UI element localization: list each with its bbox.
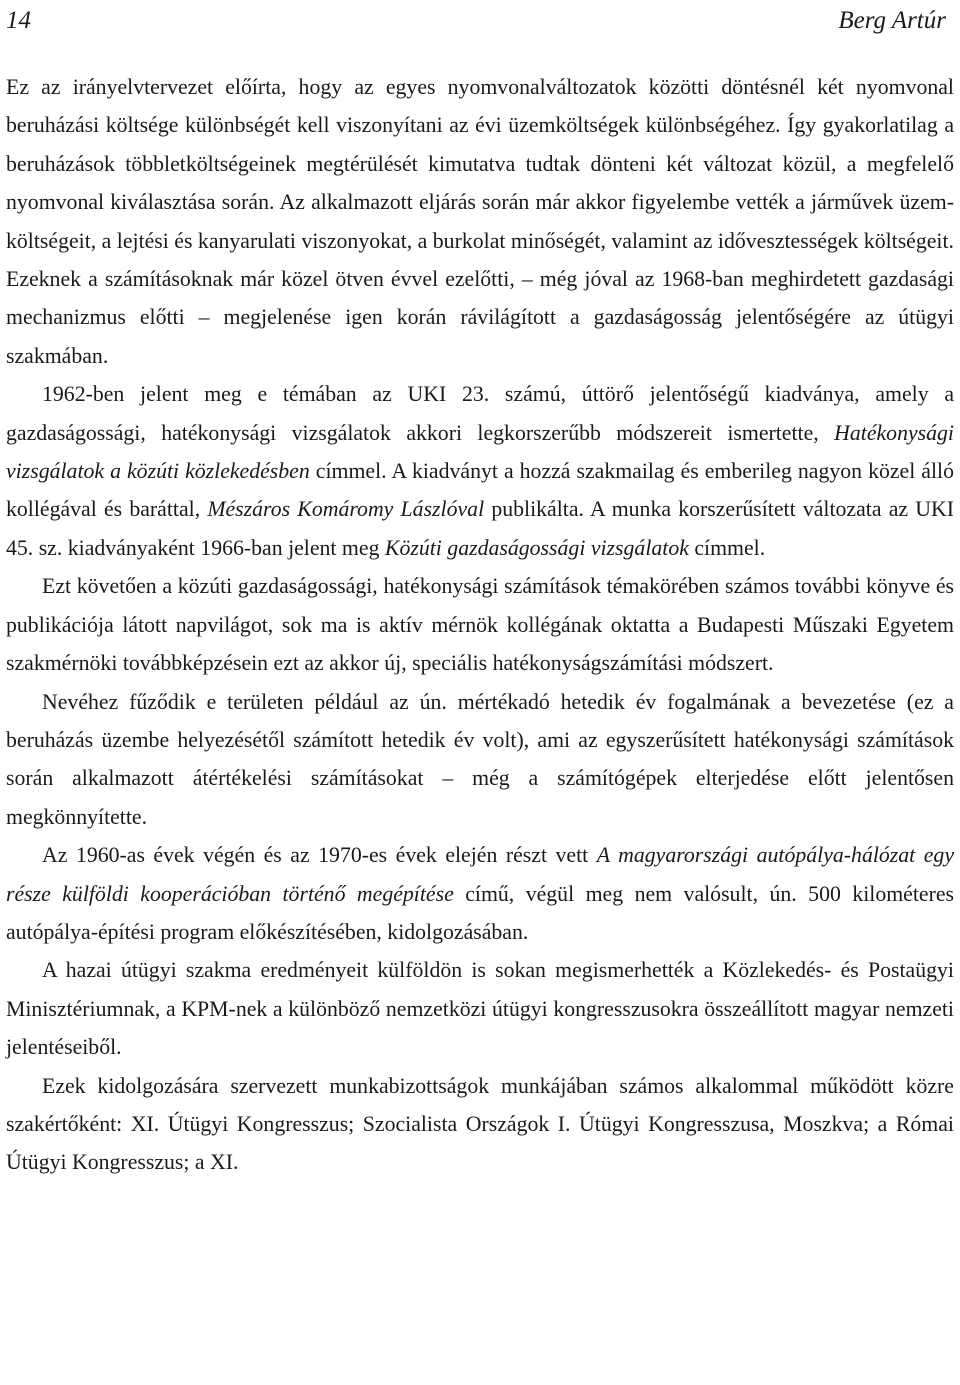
italic-title: A magyarországi autópálya-hálózat egy része külföldi kooperációban történő megépítése <box>6 843 954 906</box>
text-run: Ezt követően a közúti gazdaságossági, hatékonysági számítások témakörében számos további könyve és publikációja látott napvilágot, sok ma is aktív mérnök kollégának oktatta a Budapesti Műszaki Egyetem szakmérnöki továbbképzésein ezt az akkor új, speciális hatékonyságszámítási módszert. <box>6 574 954 676</box>
italic-title: Közúti gazdaságossági vizsgálatok <box>384 535 689 560</box>
text-run: Ez az irányelvtervezet előírta, hogy az egyes nyomvonalváltozatok közötti döntésnél két nyomvonal beruházási költsége különbségét kell viszonyítani az évi üzemköltségek különbségéhez. Így gyakorlatilag a beruházások többletköltségeinek megtérülését kimutatva tudtak dönteni két változat közül, a megfelelő nyomvonal kiválasztása során. Az alkalmazott eljárás során már akkor figyelembe vették a járművek üzemköltségeit, a lejtési és kanyarulati viszonyokat, a burkolat minőségét, valamint az idővesztességek költségeit. Ezeknek a számításoknak már közel ötven évvel ezelőtti, – még jóval az 1968-ban meghirdetett gazdasági mechanizmus előtti – megjelenése igen korán rávilágított a gazdaságosság jelentőségére az útügyi szakmában. <box>6 75 954 368</box>
body-text <box>6 68 954 1182</box>
text-run: című, végül meg nem valósult, ún. 500 kilométeres autópálya-építési program előkészítésében, kidolgozásában. <box>6 881 955 944</box>
running-head <box>6 6 946 36</box>
text-run: Nevéhez fűződik e területen például az ún. mértékadó hetedik év fogalmának a bevezetése (ez a beruházás üzembe helyezésétől számított hetedik év volt), ami az egyszerűsített hatékonysági számítások során alkalmazott átértékelési számításokat – még a számítógépek elterjedése előtt jelentősen megkönnyítette. <box>6 689 954 829</box>
text-run: publikálta. A munka korszerűsített változata az UKI 45. sz. kiadványaként 1966-ban jelent meg <box>6 497 954 560</box>
page-number: 14 <box>6 7 31 34</box>
italic-title: Hatékonysági vizsgálatok a közúti közlekedésben <box>6 420 954 484</box>
paragraph <box>6 375 954 567</box>
text-run: Ezek kidolgozására szervezett munkabizottságok munkájában számos alkalommal működött közre szakértőként: XI. Útügyi Kongresszus; Szocialista Országok I. Útügyi Kongresszusa, Moszkva; a Római Útügyi Kongresszus; a XI. <box>6 1073 954 1175</box>
text-run: 1962-ben jelent meg e témában az UKI 23. számú, úttörő jelentőségű kiadványa, amely a gazdaságossági, hatékonysági vizsgálatok akkori legkorszerűbb módszereit ismertette, <box>6 382 954 445</box>
text-run: címmel. A kiadványt a hozzá szakmailag és emberileg nagyon közel álló kollégával és baráttal, <box>6 459 954 522</box>
paragraph <box>6 836 954 951</box>
italic-title: Mészáros Komáromy Lászlóval <box>207 497 485 522</box>
text-run: címmel. <box>688 535 766 560</box>
paragraph <box>6 567 954 682</box>
text-run: Az 1960-as évek végén és az 1970-es évek elején részt vett <box>42 843 597 868</box>
paragraph <box>6 1067 954 1182</box>
paragraph <box>6 683 954 837</box>
text-run: A hazai útügyi szakma eredményeit külföldön is sokan megismerhették a Közlekedés- és Postaügyi Minisztériumnak, a KPM-nek a különböző nemzetközi útügyi kongresszusokra összeállított magyar nemzeti jelentéseiből. <box>6 958 954 1060</box>
paragraph <box>6 68 954 375</box>
paragraph <box>6 951 954 1066</box>
running-title: Berg Artúr <box>838 7 946 34</box>
